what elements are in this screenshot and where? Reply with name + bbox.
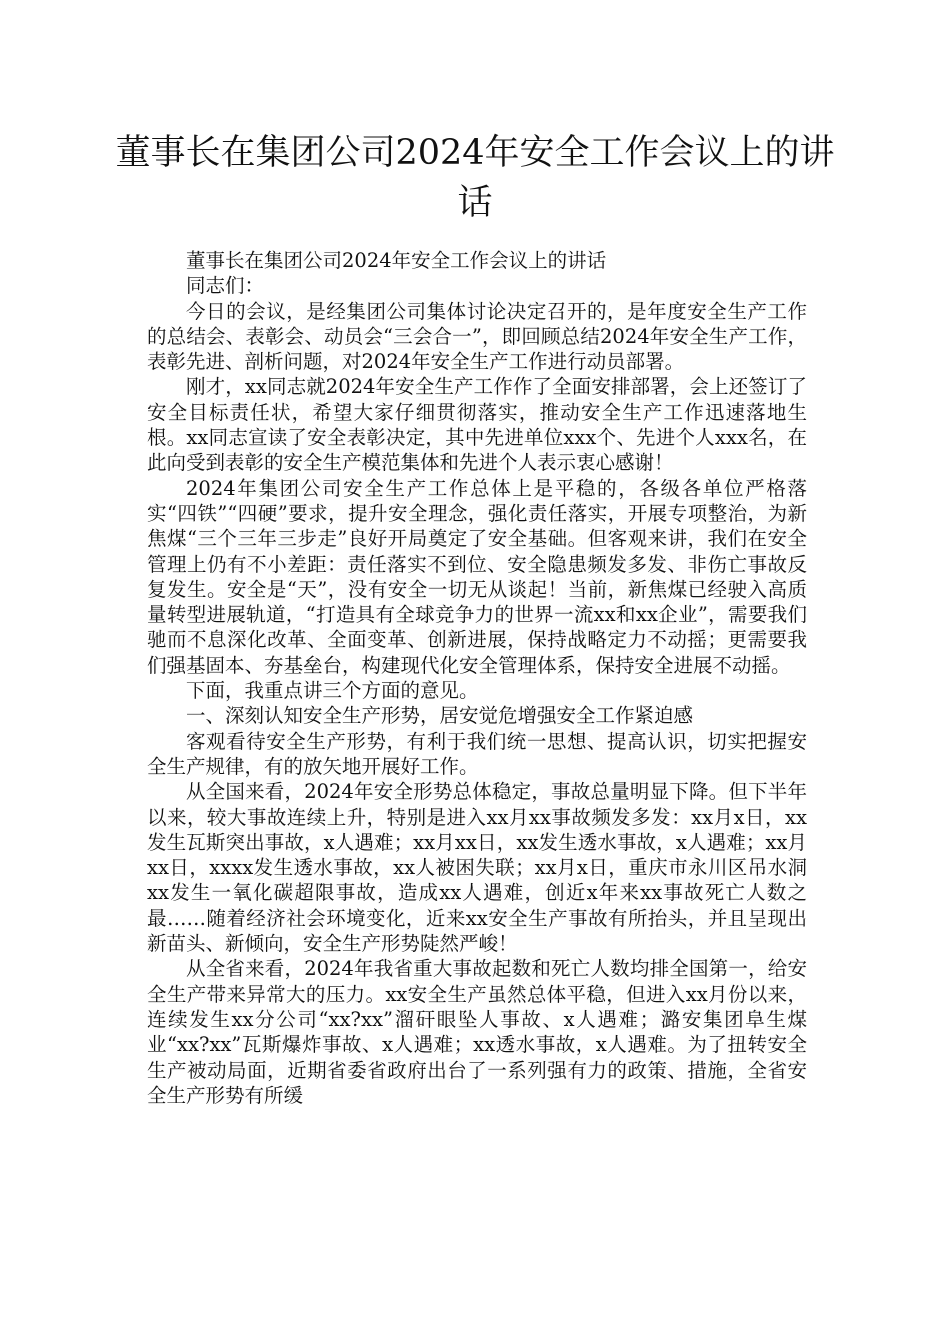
paragraph-salutation: 同志们： bbox=[186, 274, 265, 298]
paragraph-subtitle: 董事长在集团公司2024年安全工作会议上的讲话 bbox=[186, 249, 607, 272]
paragraph: 从全省来看，2024年我省重大事故起数和死亡人数均排全国第一，给安全生产带来异常大的压力。xx安全生产虽然总体平稳，但进入xx月份以来，连续发生xx分公司“xx?xx”溜矸眼坠人事故、x人遇难；潞安集团阜生煤业“xx?xx”瓦斯爆炸事故、x人遇难；xx透水事故，x人遇难。为了扭转安全生产被动局面，近期省委省政府出台了一系列强有力的政策、措施，全省安全生产形势有所缓 bbox=[147, 957, 807, 1107]
paragraph: 从全国来看，2024年安全形势总体稳定，事故总量明显下降。但下半年以来，较大事故连续上升，特别是进入xx月xx事故频发多发：xx月x日，xx发生瓦斯突出事故，x人遇难；xx月xx日，xx发生透水事故，x人遇难；xx月xx日，xxxx发生透水事故，xx人被困失联；xx月x日，重庆市永川区吊水洞xx发生一氧化碳超限事故，造成xx人遇难，创近x年来xx事故死亡人数之最……随着经济社会环境变化，近来xx安全生产事故有所抬头，并且呈现出新苗头、新倾向，安全生产形势陡然严峻！ bbox=[147, 780, 807, 956]
document-body bbox=[147, 248, 807, 1108]
paragraph: 2024年集团公司安全生产工作总体上是平稳的，各级各单位严格落实“四铁”“四硬”要求，提升安全理念，强化责任落实，开展专项整治，为新焦煤“三个三年三步走”良好开局奠定了安全基础。但客观来讲，我们在安全管理上仍有不小差距：责任落实不到位、安全隐患频发多发、非伤亡事故反复发生。安全是“天”，没有安全一切无从谈起！当前，新焦煤已经驶入高质量转型进展轨道，“打造具有全球竞争力的世界一流xx和xx企业”，需要我们驰而不息深化改革、全面变革、创新进展，保持战略定力不动摇；更需要我们强基固本、夯基垒台，构建现代化安全管理体系，保持安全进展不动摇。 bbox=[147, 476, 807, 677]
paragraph: 刚才，xx同志就2024年安全生产工作作了全面安排部署，会上还签订了安全目标责任状，希望大家仔细贯彻落实，推动安全生产工作迅速落地生根。xx同志宣读了安全表彰决定，其中先进单位xxx个、先进个人xxx名，在此向受到表彰的安全生产模范集体和先进个人表示衷心感谢！ bbox=[147, 375, 807, 475]
paragraph: 下面，我重点讲三个方面的意见。 bbox=[186, 679, 479, 703]
section-heading: 一、深刻认知安全生产形势，居安觉危增强安全工作紧迫感 bbox=[186, 704, 694, 728]
paragraph: 今日的会议，是经集团公司集体讨论决定召开的，是年度安全生产工作的总结会、表彰会、动员会“三会合一”，即回顾总结2024年安全生产工作，表彰先进、剖析问题，对2024年安全生产工作进行动员部署。 bbox=[147, 299, 807, 374]
paragraph: 客观看待安全生产形势，有利于我们统一思想、提高认识，切实把握安全生产规律，有的放矢地开展好工作。 bbox=[147, 729, 807, 778]
document-title: 董事长在集团公司2024年安全工作会议上的讲话 bbox=[115, 133, 835, 223]
